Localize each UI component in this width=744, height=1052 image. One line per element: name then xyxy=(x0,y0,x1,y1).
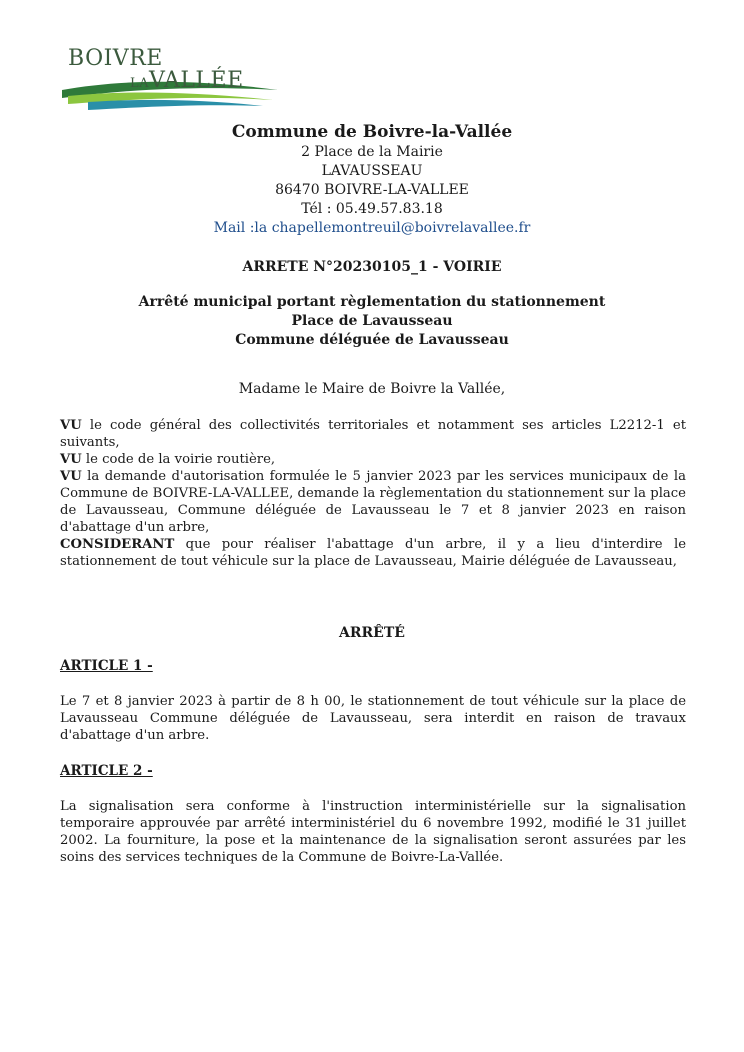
address-line-2: LAVAUSSEAU xyxy=(321,163,423,179)
address-line-3: 86470 BOIVRE-LA-VALLEE xyxy=(275,182,469,198)
article-2-title: ARTICLE 2 - xyxy=(60,763,153,779)
article-1-title: ARTICLE 1 - xyxy=(60,658,153,674)
consideration-item: VU le code général des collectivités territoriales et notamment ses articles L2212-1 et suivants, xyxy=(60,418,686,450)
arrete-heading: ARRÊTÉ xyxy=(339,625,405,641)
decree-title-line-2: Place de Lavausseau xyxy=(291,313,453,329)
commune-logo xyxy=(58,40,288,120)
logo-text-boivre: BOIVRE xyxy=(68,46,163,71)
consideration-item: VU la demande d'autorisation formulée le 5 janvier 2023 par les services municipaux de la Commune de BOIVRE-LA-VALLEE, demande la règlementation du stationnement sur la place de Lavausseau, Commune déléguée de Lavausseau le 7 et 8 janvier 2023 en raison d'abattage d'un arbre, xyxy=(60,469,686,535)
phone-number: Tél : 05.49.57.83.18 xyxy=(301,201,443,217)
decree-title-line-3: Commune déléguée de Lavausseau xyxy=(235,332,509,348)
mayor-line: Madame le Maire de Boivre la Vallée, xyxy=(238,381,506,397)
article-2-text: La signalisation sera conforme à l'instruction interministérielle sur la signalisation temporaire approuvée par arrêté interministériel du 6 novembre 1992, modifié le 31 juillet 2002. La fourniture, la pose et la maintenance de la signalisation seront assurées par les soins des services techniques de la Commune de Boivre-La-Vallée. xyxy=(60,799,686,865)
decree-number: ARRETE N°20230105_1 - VOIRIE xyxy=(242,259,502,275)
email-link[interactable]: Mail :la chapellemontreuil@boivrelavallee.fr xyxy=(213,220,531,236)
commune-name: Commune de Boivre-la-Vallée xyxy=(231,122,513,142)
decree-title-line-1: Arrêté municipal portant règlementation du stationnement xyxy=(138,294,606,310)
consideration-item: CONSIDERANT que pour réaliser l'abattage d'un arbre, il y a lieu d'interdire le stationnement de tout véhicule sur la place de Lavausseau, Mairie déléguée de Lavausseau, xyxy=(60,537,686,569)
address-line-1: 2 Place de la Mairie xyxy=(301,144,443,160)
considerations-block xyxy=(60,417,686,570)
logo-text-vallee: LAVALLÉE xyxy=(130,68,244,93)
article-1-text: Le 7 et 8 janvier 2023 à partir de 8 h 00, le stationnement de tout véhicule sur la place de Lavausseau Commune déléguée de Lavausseau, sera interdit en raison de travaux d'abattage d'un arbre. xyxy=(60,694,686,743)
consideration-item: VU le code de la voirie routière, xyxy=(60,452,276,467)
